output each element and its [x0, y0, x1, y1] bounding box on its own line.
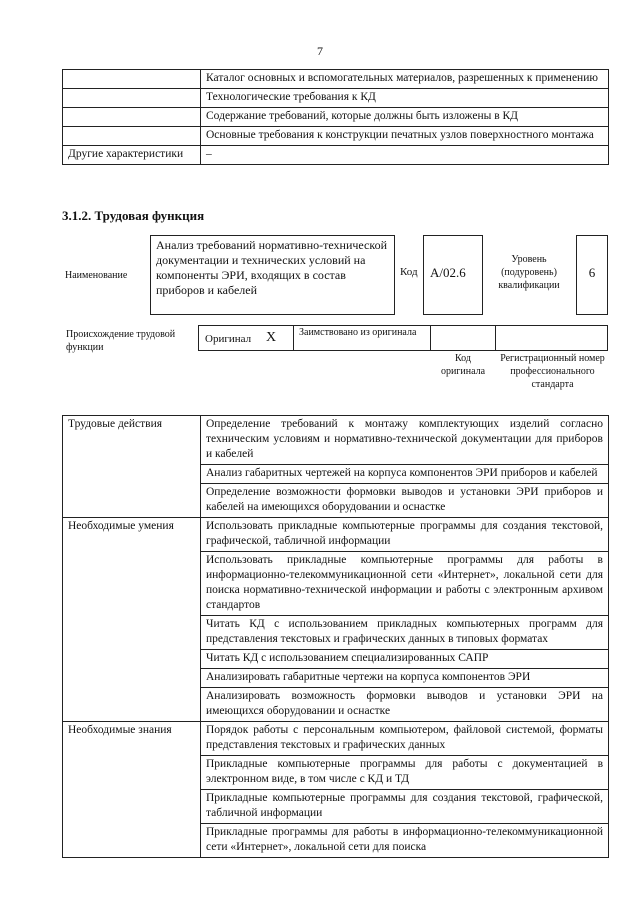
borrowed-label: Заимствовано из оригинала [299, 327, 417, 338]
row-label [63, 70, 201, 89]
row-label: Трудовые действия [63, 416, 201, 518]
code-original-caption: Код оригинала [440, 353, 486, 377]
name-value: Анализ требований нормативно-технической документации и технических условий на компоненты ЭРИ, входящих в состав приборов и кабелей [156, 238, 387, 297]
row-item: Читать КД с использованием прикладных компьютерных программ для представления текстовых и графических данных в типовых форматах [201, 616, 609, 650]
row-label: Необходимые умения [63, 518, 201, 722]
name-label: Наименование [65, 270, 128, 281]
row-label: Другие характеристики [63, 146, 201, 165]
row-item: Анализировать габаритные чертежи на корпуса компонентов ЭРИ [201, 669, 609, 688]
origin-divider [495, 325, 496, 351]
row-value: Основные требования к конструкции печатных узлов поверхностного монтажа [201, 127, 609, 146]
code-value: А/02.6 [430, 265, 466, 280]
code-label: Код [400, 266, 418, 278]
row-item: Определение возможности формовки выводов и установки ЭРИ приборов и кабелей на имеющихся оборудовании и оснастке [201, 484, 609, 518]
level-label: Уровень (подуровень) квалификации [498, 254, 560, 291]
level-value: 6 [588, 265, 596, 280]
table-row [63, 70, 609, 89]
table-row [63, 108, 609, 127]
row-value: Каталог основных и вспомогательных материалов, разрешенных к применению [201, 70, 609, 89]
section-title: 3.1.2. Трудовая функция [62, 208, 205, 223]
reg-number-caption: Регистрационный номер профессионального стандарта [500, 353, 605, 390]
table-row [63, 722, 609, 756]
row-item: Читать КД с использованием специализированных САПР [201, 650, 609, 669]
original-label: Оригинал [205, 333, 252, 345]
function-details-table [62, 415, 609, 858]
row-value: Содержание требований, которые должны быть изложены в КД [201, 108, 609, 127]
row-item: Использовать прикладные компьютерные программы для работы в информационно-телекоммуникационной сети «Интернет», локальной сети для поиска нормативно-технической информации и работы с электронным архивом стандартов [201, 552, 609, 616]
row-value: – [201, 146, 609, 165]
table-row [63, 146, 609, 165]
row-item: Прикладные компьютерные программы для работы с документацией в электронном виде, в том числе с КД и ТД [201, 756, 609, 790]
row-value: Технологические требования к КД [201, 89, 609, 108]
origin-label: Происхождение трудовой функции [66, 329, 176, 353]
table-row [63, 89, 609, 108]
original-mark: X [266, 330, 277, 345]
row-label [63, 127, 201, 146]
row-item: Порядок работы с персональным компьютером, файловой системой, форматы представления текстовых и графических данных [201, 722, 609, 756]
page-number: 7 [317, 44, 323, 58]
row-item: Определение требований к монтажу комплектующих изделий согласно техническим условиям и нормативно-технической документации для приборов и кабелей [201, 416, 609, 465]
row-label [63, 108, 201, 127]
origin-divider [293, 325, 294, 351]
origin-divider [430, 325, 431, 351]
row-item: Прикладные программы для работы в информационно-телекоммуникационной сети «Интернет», локальной сети для поиска [201, 824, 609, 858]
row-item: Использовать прикладные компьютерные программы для создания текстовой, графической, табличной информации [201, 518, 609, 552]
characteristics-table [62, 69, 609, 165]
row-item: Анализ габаритных чертежей на корпуса компонентов ЭРИ приборов и кабелей [201, 465, 609, 484]
table-row [63, 127, 609, 146]
table-row [63, 416, 609, 465]
row-label: Необходимые знания [63, 722, 201, 858]
table-row [63, 518, 609, 552]
row-label [63, 89, 201, 108]
row-item: Анализировать возможность формовки выводов и установки ЭРИ на имеющихся оборудовании и оснастке [201, 688, 609, 722]
row-item: Прикладные компьютерные программы для создания текстовой, графической, табличной информации [201, 790, 609, 824]
